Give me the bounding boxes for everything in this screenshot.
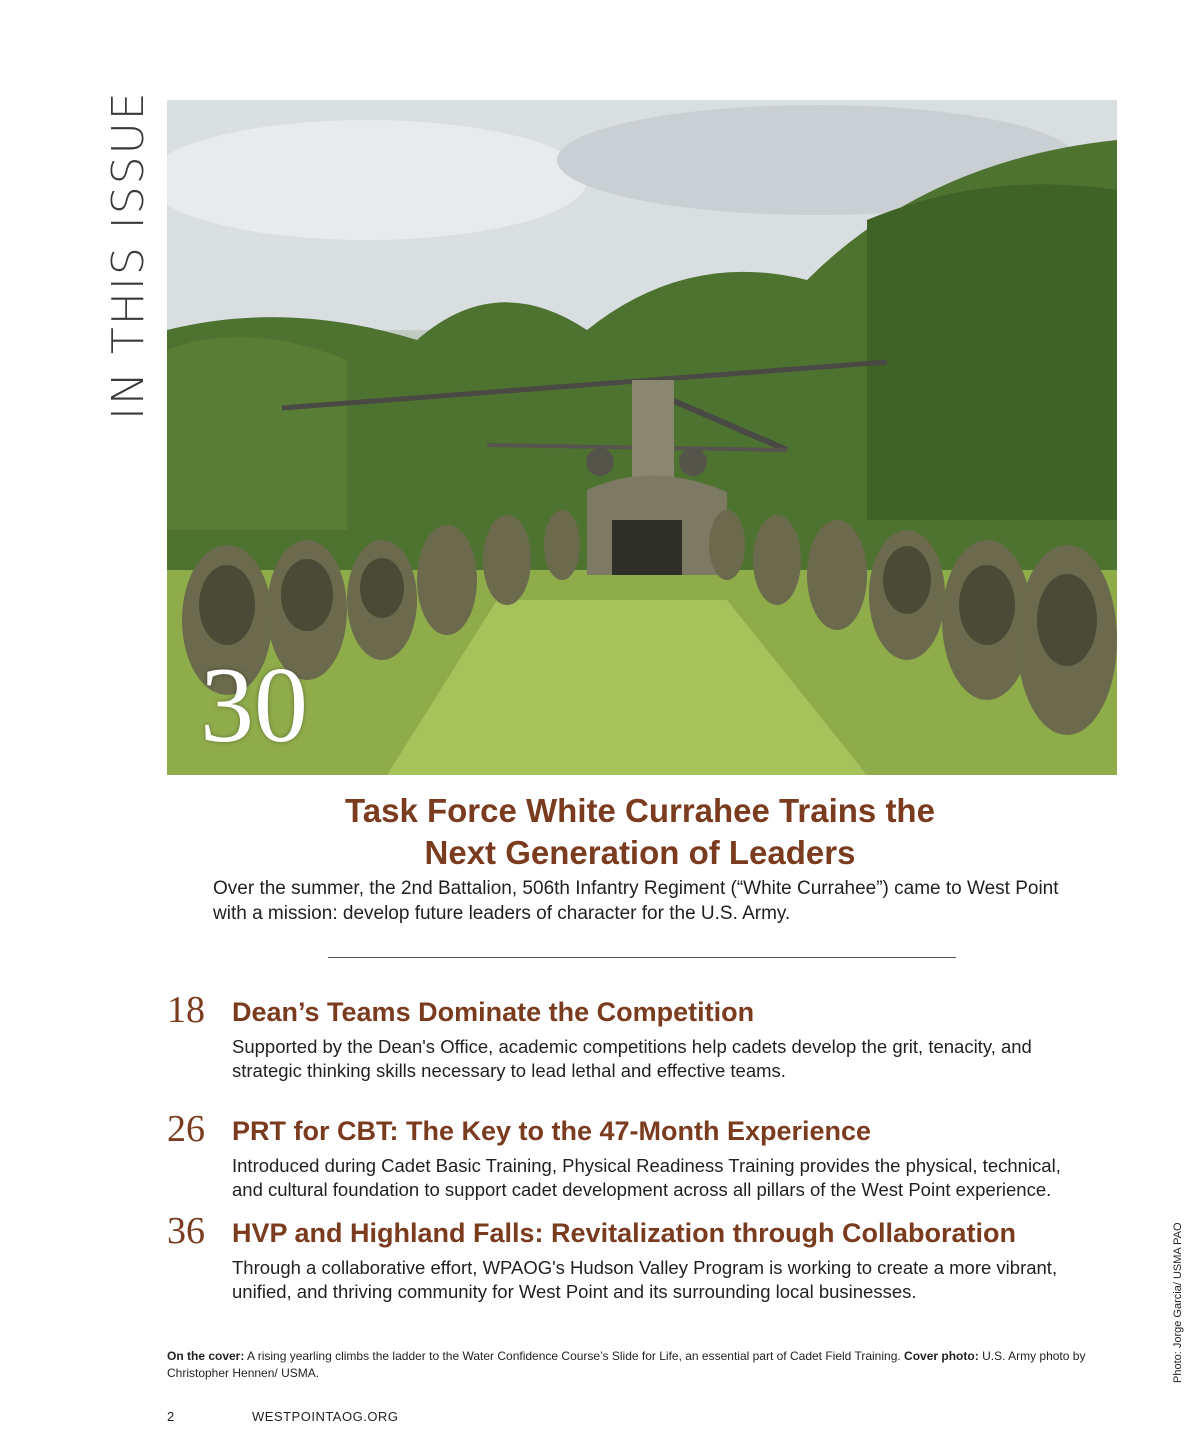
toc-item-description: Introduced during Cadet Basic Training, Physical Readiness Training provides the physical, technical, and cultural foundation to support cadet development across all pillars of the West Point experience. <box>232 1155 1061 1200</box>
toc-item-page-number: 26 <box>167 1108 205 1150</box>
footer-page-number: 2 <box>167 1409 175 1424</box>
toc-item-page-number: 18 <box>167 989 205 1031</box>
divider <box>328 957 956 958</box>
cover-note-label: On the cover: <box>167 1349 245 1363</box>
cover-photo-text: U.S. Army photo by Christopher Hennen/ USMA. <box>167 1349 1086 1380</box>
toc-item-description: Supported by the Dean's Office, academic competitions help cadets develop the grit, tenacity, and strategic thinking skills necessary to lead lethal and effective teams. <box>232 1036 1032 1081</box>
helicopter-troops-illustration <box>167 100 1117 775</box>
toc-item-title: PRT for CBT: The Key to the 47-Month Experience <box>232 1116 872 1146</box>
feature-page-number: 30 <box>200 646 308 765</box>
toc-item-page-number: 36 <box>167 1210 205 1252</box>
cover-note <box>167 1348 1087 1382</box>
feature-description: Over the summer, the 2nd Battalion, 506th Infantry Regiment (“White Currahee”) came to West Point with a mission: develop future leaders of character for the U.S. Army. <box>213 878 1059 924</box>
cover-note-text: A rising yearling climbs the ladder to the Water Confidence Course’s Slide for Life, an essential part of Cadet Field Training. <box>247 1349 901 1363</box>
footer-website-link[interactable]: WESTPOINTAOG.ORG <box>252 1409 399 1424</box>
cover-photo-label: Cover photo: <box>904 1349 979 1363</box>
toc-item-title: Dean’s Teams Dominate the Competition <box>232 997 755 1027</box>
feature-photo <box>167 100 1117 775</box>
feature-title[interactable] <box>230 790 1050 874</box>
photo-credit: Photo: Jorge Garcia/ USMA PAO <box>1172 1222 1184 1383</box>
feature-title-line1: Task Force White Currahee Trains the <box>345 792 935 829</box>
toc-item-title: HVP and Highland Falls: Revitalization through Collaboration <box>232 1218 1017 1248</box>
feature-title-line2: Next Generation of Leaders <box>424 834 856 871</box>
section-title: IN THIS ISSUE <box>103 90 154 420</box>
toc-item-description: Through a collaborative effort, WPAOG's Hudson Valley Program is working to create a more vibrant, unified, and thriving community for West Point and its surrounding local businesses. <box>232 1257 1058 1302</box>
